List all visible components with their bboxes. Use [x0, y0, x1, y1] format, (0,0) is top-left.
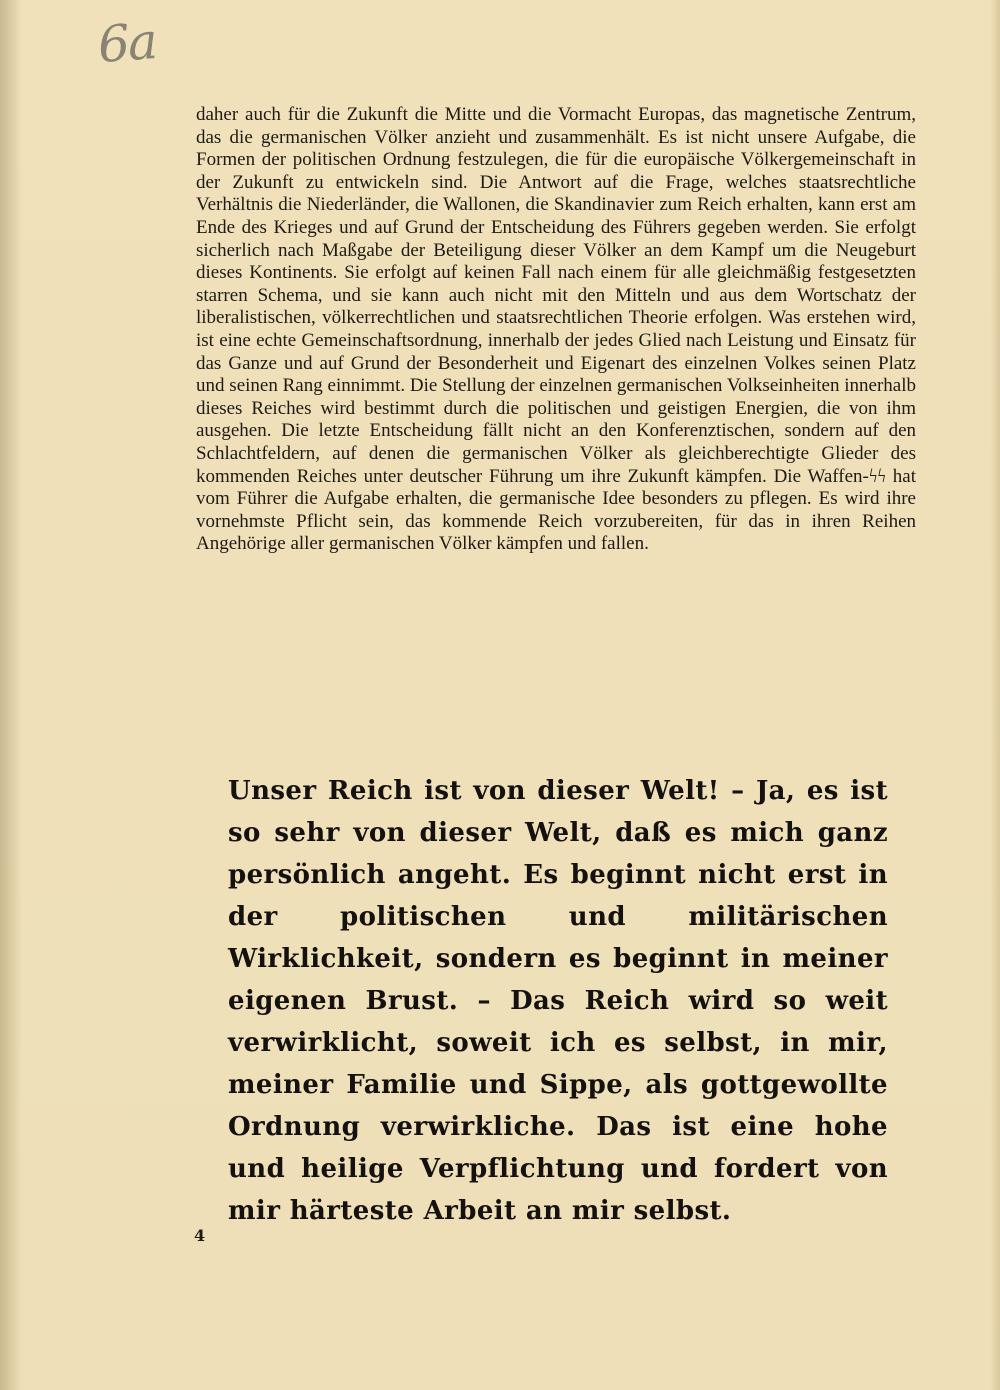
handwritten-page-mark: 6a — [96, 12, 158, 74]
page-number: 4 — [194, 1226, 206, 1245]
blackletter-quote: Unser Reich ist von dieser Welt! – Ja, es ist so sehr von dieser Welt, daß es mich ganz persönlich angeht. Es beginnt nicht erst in der politischen und militärischen Wirklichkeit, sondern es beginnt in meiner eigenen Brust. – Das Reich wird so weit verwirklicht, soweit ich es selbst, in mir, meiner Familie und Sippe, als gottgewollte Ordnung verwirkliche. Das ist eine hohe und heilige Verpflichtung und fordert von mir härteste Arbeit an mir selbst. — [228, 776, 888, 1226]
body-paragraph: daher auch für die Zukunft die Mitte und die Vormacht Europas, das magnetische Zentrum, das die germanischen Völker anzieht und zusammenhält. Es ist nicht unsere Aufgabe, die Formen der politischen Ordnung festzulegen, die für die europäische Völkergemeinschaft in der Zukunft zu entwickeln sind. Die Antwort auf die Frage, welches staatsrechtliche Verhältnis die Niederländer, die Wallonen, die Skandinavier zum Reich erhalten, kann erst am Ende des Krieges und auf Grund der Entscheidung des Führers gegeben werden. Sie erfolgt sicherlich nach Maßgabe der Beteiligung dieser Völker an dem Kampf um die Neugeburt dieses Kontinents. Sie erfolgt auf keinen Fall nach einem für alle gleichmäßig festgesetzten starren Schema, und sie kann auch nicht mit den Mitteln und aus dem Wortschatz der liberalistischen, völkerrechtlichen und staatsrechtlichen Theorie erfolgen. Was erstehen wird, ist eine echte Gemeinschaftsordnung, innerhalb der jedes Glied nach Leistung und Einsatz für das Ganze und auf Grund der Besonderheit und Eigenart des einzelnen Volkes seinen Platz und seinen Rang einnimmt. Die Stellung der einzelnen germanischen Volkseinheiten innerhalb dieses Reiches wird bestimmt durch die politischen und geistigen Energien, die von ihm ausgehen. Die letzte Entscheidung fällt nicht an den Konferenztischen, sondern auf den Schlachtfeldern, auf denen die germanischen Völker als gleichberechtigte Glieder des kommenden Reiches unter deutscher Führung um ihre Zukunft kämpfen. Die Waffen-ϟϟ hat vom Führer die Aufgabe erhalten, die germanische Idee besonders zu pflegen. Es wird ihre vornehmste Pflicht sein, das kommende Reich vorzubereiten, für das in ihren Reihen Angehörige aller germanischen Völker kämpfen und fallen. — [196, 104, 916, 555]
